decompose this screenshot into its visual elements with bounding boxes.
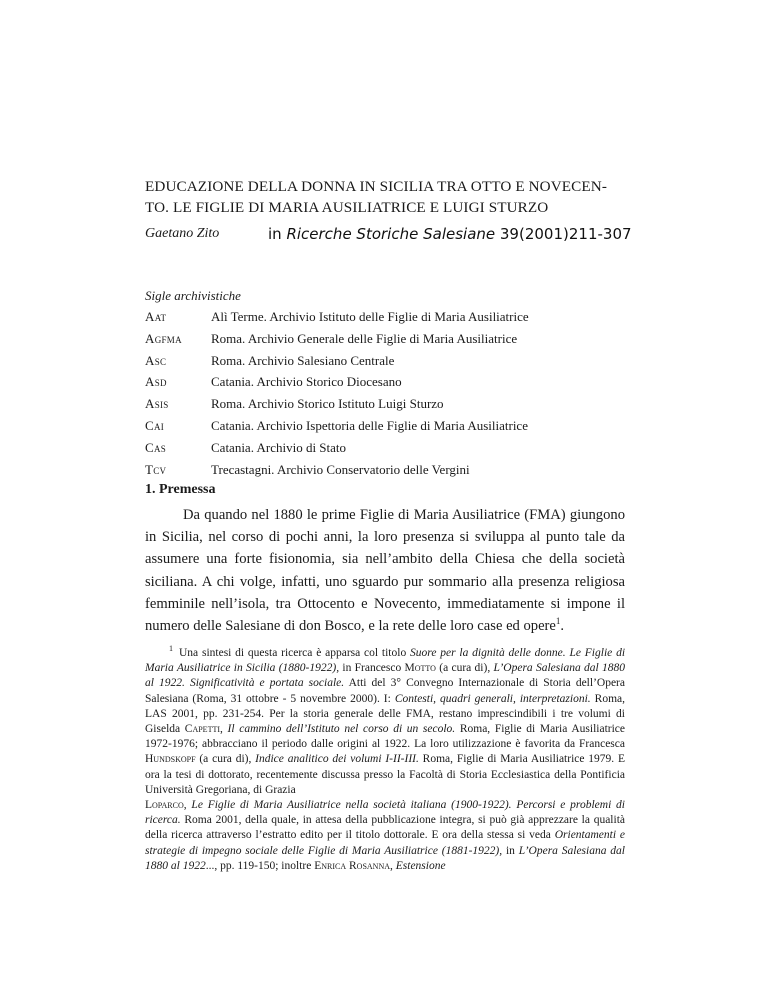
article-title	[145, 176, 635, 218]
footnote-author: Loparco	[145, 799, 184, 812]
author-name: Gaetano Zito	[145, 226, 220, 241]
sigle-description: Catania. Archivio Ispettoria delle Figlie di Maria Ausiliatrice	[211, 417, 528, 433]
footnote-italic-title: L’Opera Salesiana dal 1880 al 1922	[145, 844, 625, 872]
footnote-text: Roma 2001, della quale, in attesa della pubblicazione integra, si può già apprezzare la qualità della ricerca attraverso l’estratto edito per il titolo dottorale. E ora della stessa si veda	[145, 814, 625, 842]
paragraph-end: .	[560, 618, 565, 635]
sigle-description: Roma. Archivio Generale delle Figlie di Maria Ausiliatrice	[211, 330, 518, 346]
footnote-number: 1	[169, 644, 173, 654]
sigle-description: Alì Terme. Archivio Istituto delle Figlie di Maria Ausiliatrice	[211, 309, 529, 324]
sigle-row	[145, 353, 625, 375]
sigle-description: Trecastagni. Archivio Conservatorio delle Vergini	[211, 461, 470, 477]
footnote-text: Roma, LAS 2001, pp. 231-254. Per la storia generale delle FMA, restano imprescindibili i tre volumi di Giselda	[145, 692, 625, 736]
footnote-text: Una sintesi di questa ricerca è apparsa col titolo	[179, 647, 411, 659]
footnote-author: Hundskopf	[145, 753, 196, 766]
footnote-italic-title: Le Figlie di Maria Ausiliatrice nella società italiana (1900-1922). Percorsi e problemi di ricerca.	[145, 799, 626, 827]
footnote-italic-title: Indice analitico dei volumi I-II-III.	[255, 753, 419, 766]
citation-prefix: in	[268, 225, 287, 243]
footnote-text: Roma, Figlie di Maria Ausiliatrice 1979. E ora la tesi di dottorato, recentemente discussa presso la Facoltà di Storia Ecclesiastica della Pontificia Università Gregoriana, di Grazia	[145, 753, 625, 796]
sigle-row	[145, 309, 625, 331]
footnote-text: (a cura di),	[195, 753, 256, 766]
sigle-description: Catania. Archivio Storico Diocesano	[211, 374, 402, 390]
paragraph-text: Da quando nel 1880 le prime Figlie di Maria Ausiliatrice (FMA) giungono in Sicilia, nel corso di pochi anni, la loro presenza si sviluppa al punto tale da assumere una forte fisionomia, sia nell’ambito della Chiesa che della società siciliana. A chi volge, infatti, uno sguardo pur sommario alla presenza religiosa femminile nell’isola, tra Ottocento e Novecento, immediatamente si impone il numero delle Salesiane di don Bosco, e la rete delle loro case ed opere	[145, 507, 625, 635]
sigle-table	[145, 309, 625, 483]
footnote-text: ..., pp. 119-150; inoltre	[205, 859, 315, 872]
footnote-text: in Francesco	[339, 662, 405, 675]
footnote-author: Motto	[404, 662, 436, 675]
sigle-abbreviation: Asc	[145, 352, 167, 368]
footnote-italic-title: L’Opera Salesiana dal 1880 al 1922. Significatività e portata sociale.	[145, 662, 625, 690]
sigle-row	[145, 396, 625, 418]
title-line-2: TO. LE FIGLIE DI MARIA AUSILIATRICE E LUIGI STURZO	[145, 199, 549, 216]
citation-journal: Ricerche Storiche Salesiane	[286, 225, 496, 243]
citation-reference: 39(2001)211-307	[495, 225, 632, 243]
sigle-row	[145, 374, 625, 396]
sigle-abbreviation: Tcv	[145, 461, 167, 477]
footnote-reference[interactable]: 1	[555, 616, 561, 627]
title-line-1: EDUCAZIONE DELLA DONNA IN SICILIA TRA OTTO E NOVECEN-	[145, 178, 608, 195]
footnote	[145, 646, 625, 874]
footnote-italic-title: Estensione	[395, 859, 446, 872]
sigle-description: Roma. Archivio Storico Istituto Luigi Sturzo	[211, 396, 444, 412]
footnote-text: Roma, Figlie di Maria Ausiliatrice 1972-1976; abbracciano il periodo dalle origini al 1922. La loro utilizzazione è favorita da Francesca	[145, 723, 625, 751]
section-heading: 1. Premessa	[145, 482, 216, 497]
sigle-row	[145, 462, 625, 484]
sigle-description: Catania. Archivio di Stato	[211, 439, 347, 455]
footnote-italic-title: Suore per la dignità delle donne. Le Figlie di Maria Ausiliatrice in Sicilia (1880-1922),	[145, 647, 626, 675]
sigle-abbreviation: Asd	[145, 374, 167, 390]
footnote-text: Atti del 3° Convegno Internazionale di Storia dell’Opera Salesiana (Roma, 31 ottobre - 5 novembre 2000). I:	[145, 677, 625, 705]
sigle-row	[145, 331, 625, 353]
body-paragraph	[145, 504, 625, 637]
footnote-text: (a cura di),	[435, 662, 494, 675]
sigle-abbreviation: Asis	[145, 396, 169, 412]
footnote-text: ,	[220, 723, 228, 736]
footnote-author: Enrica Rosanna	[314, 859, 390, 872]
sigle-abbreviation: Agfma	[145, 330, 182, 346]
sigle-abbreviation: Aat	[145, 309, 167, 324]
footnote-italic-title: Orientamenti e strategie di impegno sociale delle Figlie di Maria Ausiliatrice (1881-1922),	[145, 829, 625, 857]
footnote-italic-title: Contesti, quadri generali, interpretazioni.	[394, 692, 591, 705]
footnote-author: Capetti	[184, 723, 221, 736]
journal-citation	[268, 225, 632, 243]
sigle-row	[145, 418, 625, 440]
footnote-italic-title: Il cammino dell’Istituto nel corso di un secolo.	[227, 723, 456, 736]
footnote-text: ,	[390, 859, 396, 872]
sigle-abbreviation: Cas	[145, 439, 167, 455]
sigle-abbreviation: Cai	[145, 417, 165, 433]
sigle-row	[145, 440, 625, 462]
footnote-text: ,	[183, 799, 192, 812]
footnote-text: in	[502, 844, 519, 857]
sigle-description: Roma. Archivio Salesiano Centrale	[211, 352, 395, 368]
sigle-heading: Sigle archivistiche	[145, 288, 241, 303]
